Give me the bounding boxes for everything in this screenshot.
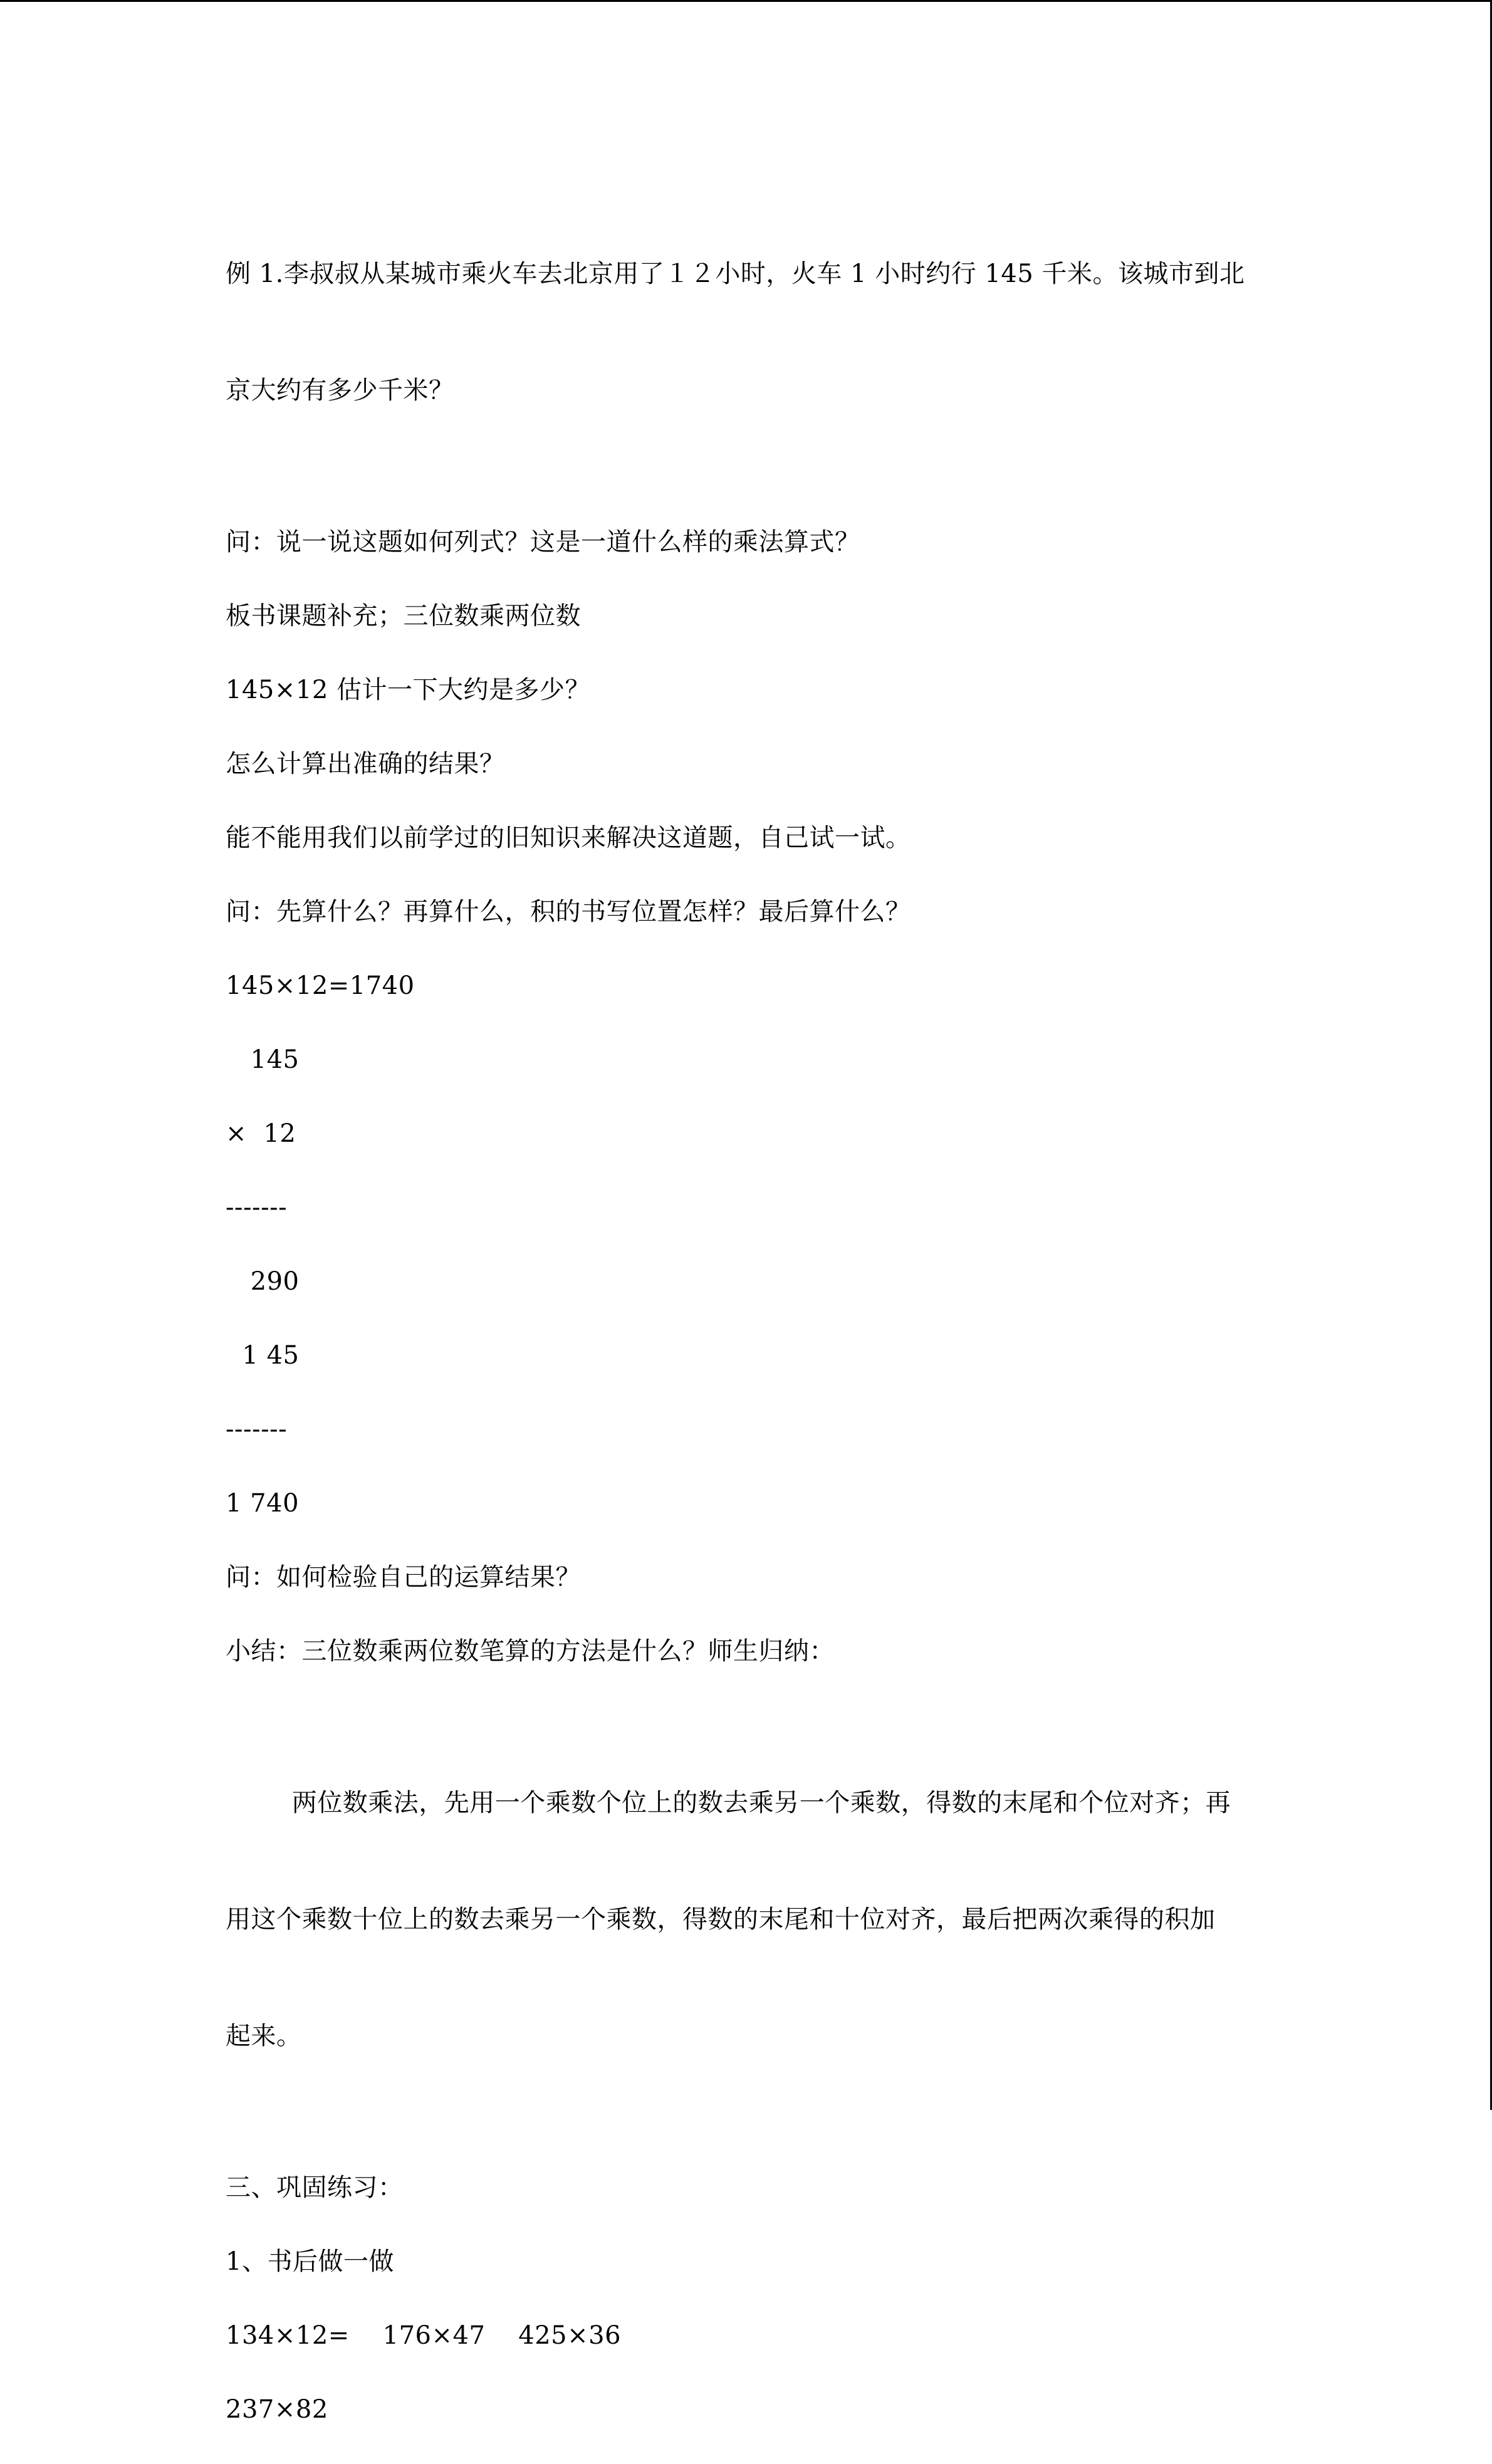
vertical-multiplicand: 145 <box>226 1045 300 1074</box>
board-topic: 板书课题补充；三位数乘两位数 <box>226 602 581 630</box>
example-1-line-2: 京大约有多少千米？ <box>226 376 454 405</box>
summary-rule-line-1 <box>226 1783 1260 1822</box>
vertical-rule-2: ------- <box>226 1415 288 1444</box>
question-steps: 问：先算什么？再算什么，积的书写位置怎样？最后算什么？ <box>226 897 911 926</box>
section-3-heading: 三、巩固练习： <box>226 2173 404 2202</box>
exercise-1-heading: 1、书后做一做 <box>226 2247 394 2276</box>
try-old-knowledge: 能不能用我们以前学过的旧知识来解决这道题，自己试一试。 <box>226 823 911 852</box>
summary-rule-line-1-text: 两位数乘法，先用一个乘数个位上的数去乘另一个乘数，得数的末尾和个位对齐；再 <box>291 1788 1231 1817</box>
summary-rule-line-3: 起来。 <box>226 2022 302 2050</box>
exercise-row-2: 237×82 <box>226 2395 328 2424</box>
estimate-question: 145×12 估计一下大约是多少？ <box>226 676 590 704</box>
vertical-rule-1: ------- <box>226 1193 288 1222</box>
vertical-multiplier: × 12 <box>226 1119 296 1148</box>
exact-result-question: 怎么计算出准确的结果？ <box>226 749 505 778</box>
page-top-border <box>0 0 1492 2</box>
equation: 145×12=1740 <box>226 971 415 1000</box>
vertical-product: 1 740 <box>226 1489 300 1518</box>
summary-question: 小结：三位数乘两位数笔算的方法是什么？师生归纳： <box>226 1637 835 1666</box>
example-1-paragraph <box>226 177 1260 488</box>
example-1-line-1: 例 1.李叔叔从某城市乘火车去北京用了１２小时，火车 1 小时约行 145 千米。该城市到北 <box>226 259 1245 288</box>
document-page <box>226 177 1260 2464</box>
question-check: 问：如何检验自己的运算结果？ <box>226 1563 581 1592</box>
exercise-row-1: 134×12= 176×47 425×36 <box>226 2321 622 2350</box>
question-list-formula: 问：说一说这题如何列式？这是一道什么样的乘法算式？ <box>226 528 860 556</box>
vertical-partial-product-1: 290 <box>226 1267 300 1296</box>
summary-rule-paragraph <box>226 1706 1260 2133</box>
vertical-partial-product-2: 1 45 <box>226 1341 300 1370</box>
summary-rule-line-2: 用这个乘数十位上的数去乘另一个乘数，得数的末尾和十位对齐，最后把两次乘得的积加 <box>226 1905 1216 1934</box>
